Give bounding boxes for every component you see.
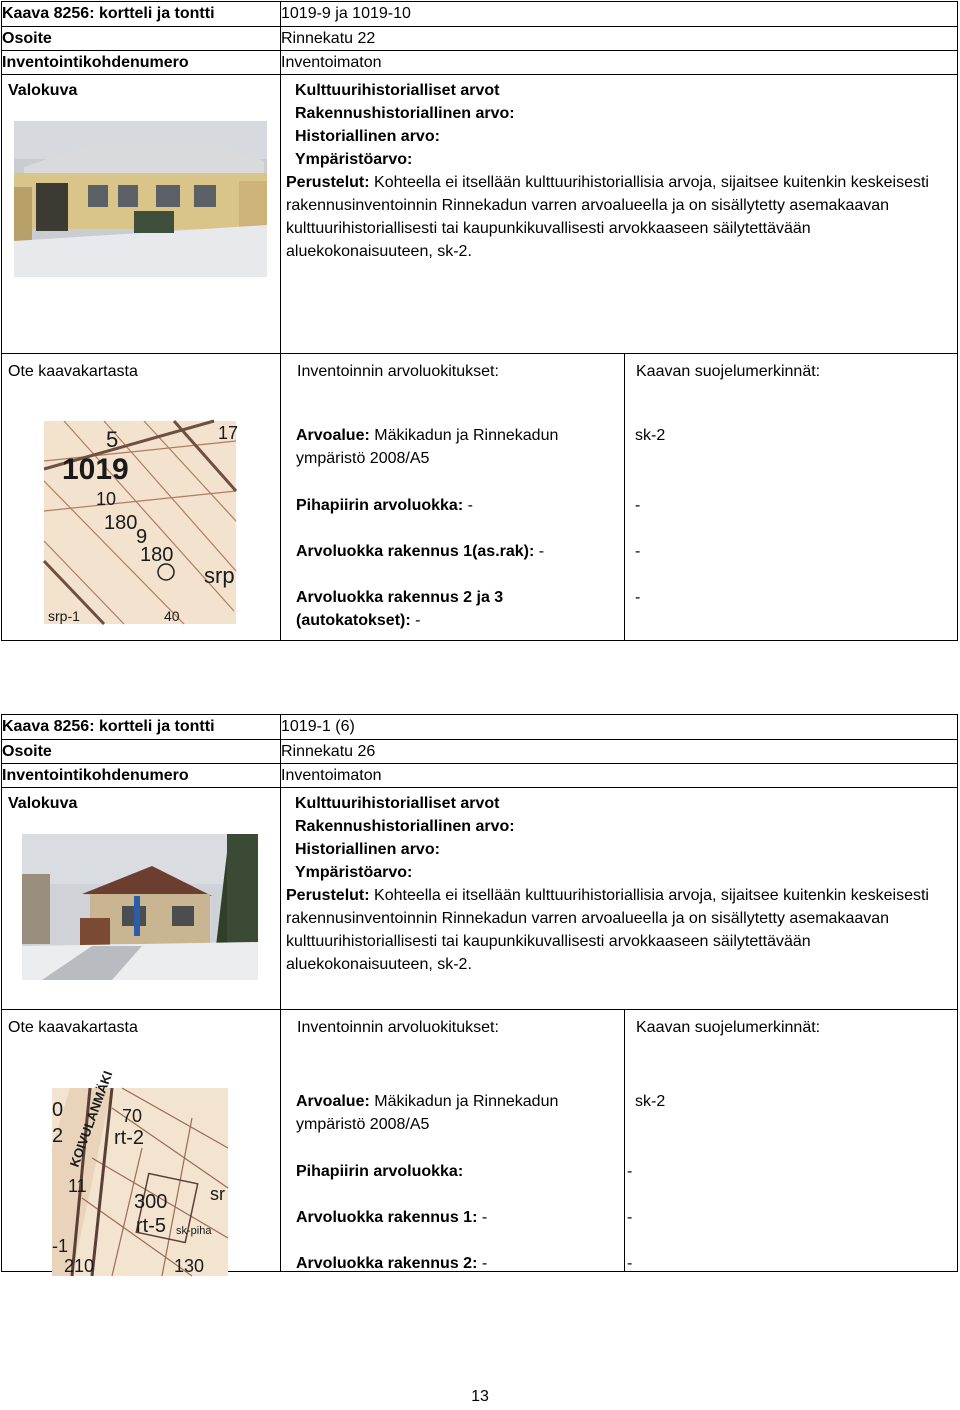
hist-label: Historiallinen arvo: — [295, 128, 440, 145]
rakennus2-row — [296, 1252, 487, 1275]
rh-label: Rakennushistoriallinen arvo: — [295, 105, 515, 122]
rakennus2-value: - — [410, 612, 421, 629]
rakennus1-row — [296, 1206, 487, 1229]
perustelut-text: Kohteella ei itsellään kulttuurihistoriallisia arvoja, sijaitsee kuitenkin keskeisesti rakennusinventoinnin Rinnekadun varren arvoalueella ja on sisällytetty asemakaavan kulttuurihistoriallisesti tai kaupunkikuvallisesti arvokkaaseen säilytettävään aluekokonaisuuteen, sk-2. — [286, 174, 929, 260]
map-label-70: 70 — [122, 1106, 143, 1126]
values-cell — [281, 788, 958, 1010]
rakennus2-label: Arvoluokka rakennus 2 ja 3 (autokatokset): — [296, 589, 504, 629]
arvoalue-text: Mäkikadun ja Rinnekadun ympäristö 2008/A5 — [296, 1093, 559, 1133]
ote-label: Ote kaavakartasta — [8, 1019, 138, 1036]
pihapiiri-right: - — [627, 1163, 633, 1180]
rakennus1-value: - — [534, 543, 545, 560]
kortteli-value: 1019-1 (6) — [281, 715, 958, 740]
map-label-180b: 180 — [140, 544, 174, 566]
map-label-10: 10 — [96, 489, 117, 509]
arvoalue-label: Arvoalue: — [296, 427, 370, 444]
values-cell — [281, 75, 958, 354]
house-photo — [14, 121, 267, 277]
pihapiiri-row — [296, 1160, 463, 1183]
ymp-label: Ympäristöarvo: — [295, 151, 413, 168]
suojelu-cell — [625, 1010, 958, 1272]
map-label-17: 17 — [218, 423, 239, 443]
map-label-9: 9 — [136, 526, 148, 548]
rakennus1-label: Arvoluokka rakennus 1: — [296, 1209, 478, 1226]
suojelu-cell — [625, 354, 958, 641]
osoite-value: Rinnekatu 26 — [281, 740, 958, 764]
osoite-label: Osoite — [2, 740, 281, 764]
perustelut-text: Kohteella ei itsellään kulttuurihistoriallisia arvoja, sijaitsee kuitenkin keskeisesti rakennusinventoinnin Rinnekadun varren arvoalueella ja on sisällytetty asemakaavan kulttuurihistoriallisesti tai kaupunkikuvallisesti arvokkaaseen säilytettävään aluekokonaisuuteen, sk-2. — [286, 887, 929, 973]
map-label-180a: 180 — [104, 512, 138, 534]
pihapiiri-row — [296, 494, 473, 517]
map-label-300: 300 — [134, 1191, 168, 1213]
map-label-11: 11 — [68, 1176, 87, 1196]
rakennus2-right: - — [635, 589, 641, 606]
inv-arv-label: Inventoinnin arvoluokitukset: — [297, 363, 499, 380]
kh-title: Kulttuurihistorialliset arvot — [295, 795, 500, 812]
perustelut-paragraph — [286, 171, 952, 263]
valokuva-label: Valokuva — [8, 82, 78, 99]
rakennus1-label: Arvoluokka rakennus 1(as.rak): — [296, 543, 535, 560]
rakennus2-row — [296, 586, 556, 632]
map-label-m1: -1 — [52, 1236, 69, 1256]
plan-map — [52, 1068, 228, 1276]
kaava-label: Kaava 8256: kortteli ja tontti — [2, 715, 281, 740]
map-label-1019: 1019 — [62, 453, 129, 486]
map-label-rt2: rt-2 — [114, 1127, 144, 1149]
house-photo — [22, 834, 258, 980]
hist-label: Historiallinen arvo: — [295, 841, 440, 858]
map-label-skpiha: sk-piha — [176, 1225, 212, 1237]
suojelu-label: Kaavan suojelumerkinnät: — [636, 1019, 821, 1036]
osoite-value: Rinnekatu 22 — [281, 27, 958, 51]
map-label-0: 0 — [52, 1099, 64, 1121]
ote-label: Ote kaavakartasta — [8, 363, 138, 380]
pihapiiri-label: Pihapiirin arvoluokka: — [296, 1163, 464, 1180]
inventointikohdenumero-value: Inventoimaton — [281, 764, 958, 788]
perustelut-label: Perustelut: — [286, 174, 370, 191]
inv-arv-label: Inventoinnin arvoluokitukset: — [297, 1019, 499, 1036]
perustelut-paragraph — [286, 884, 952, 976]
arvo-cell — [281, 1010, 625, 1272]
map-label-40: 40 — [164, 608, 180, 624]
rakennus1-row — [296, 540, 544, 563]
arvoalue-line — [296, 424, 606, 470]
suojelu-value: sk-2 — [635, 427, 666, 444]
arvoalue-text: Mäkikadun ja Rinnekadun ympäristö 2008/A5 — [296, 427, 559, 467]
map-label-rt5: rt-5 — [136, 1215, 166, 1237]
perustelut-label: Perustelut: — [286, 887, 370, 904]
kortteli-value: 1019-9 ja 1019-10 — [281, 2, 958, 27]
map-label-srp: srp — [204, 563, 235, 588]
map-label-5: 5 — [106, 427, 119, 452]
suojelu-value: sk-2 — [635, 1093, 666, 1110]
ymp-label: Ympäristöarvo: — [295, 864, 413, 881]
inventointikohdenumero-value: Inventoimaton — [281, 51, 958, 75]
plan-map — [44, 421, 239, 624]
map-label-sr: sr — [210, 1184, 225, 1204]
kh-title: Kulttuurihistorialliset arvot — [295, 82, 500, 99]
page-number: 13 — [471, 1388, 489, 1405]
map-label-210: 210 — [64, 1256, 95, 1276]
rakennus2-right: - — [627, 1255, 633, 1272]
map-label-street: KOIVULANMÄKI — [66, 1068, 116, 1170]
kaava-label: Kaava 8256: kortteli ja tontti — [2, 2, 281, 27]
pihapiiri-label: Pihapiirin arvoluokka: — [296, 497, 464, 514]
inventointikohdenumero-label: Inventointikohdenumero — [2, 764, 281, 788]
rh-label: Rakennushistoriallinen arvo: — [295, 818, 515, 835]
rakennus2-value: - — [477, 1255, 488, 1272]
rakennus2-label: Arvoluokka rakennus 2: — [296, 1255, 478, 1272]
pihapiiri-value: - — [463, 497, 473, 514]
map-label-2: 2 — [52, 1125, 64, 1147]
map-label-130: 130 — [174, 1256, 205, 1276]
arvoalue-label: Arvoalue: — [296, 1093, 370, 1110]
pihapiiri-right: - — [635, 497, 641, 514]
rakennus1-value: - — [477, 1209, 488, 1226]
rakennus1-right: - — [635, 543, 641, 560]
rakennus1-right: - — [627, 1209, 633, 1226]
map-label-srp1: srp-1 — [48, 608, 80, 624]
valokuva-label: Valokuva — [8, 795, 78, 812]
arvoalue-line — [296, 1090, 606, 1136]
osoite-label: Osoite — [2, 27, 281, 51]
inventointikohdenumero-label: Inventointikohdenumero — [2, 51, 281, 75]
suojelu-label: Kaavan suojelumerkinnät: — [636, 363, 821, 380]
